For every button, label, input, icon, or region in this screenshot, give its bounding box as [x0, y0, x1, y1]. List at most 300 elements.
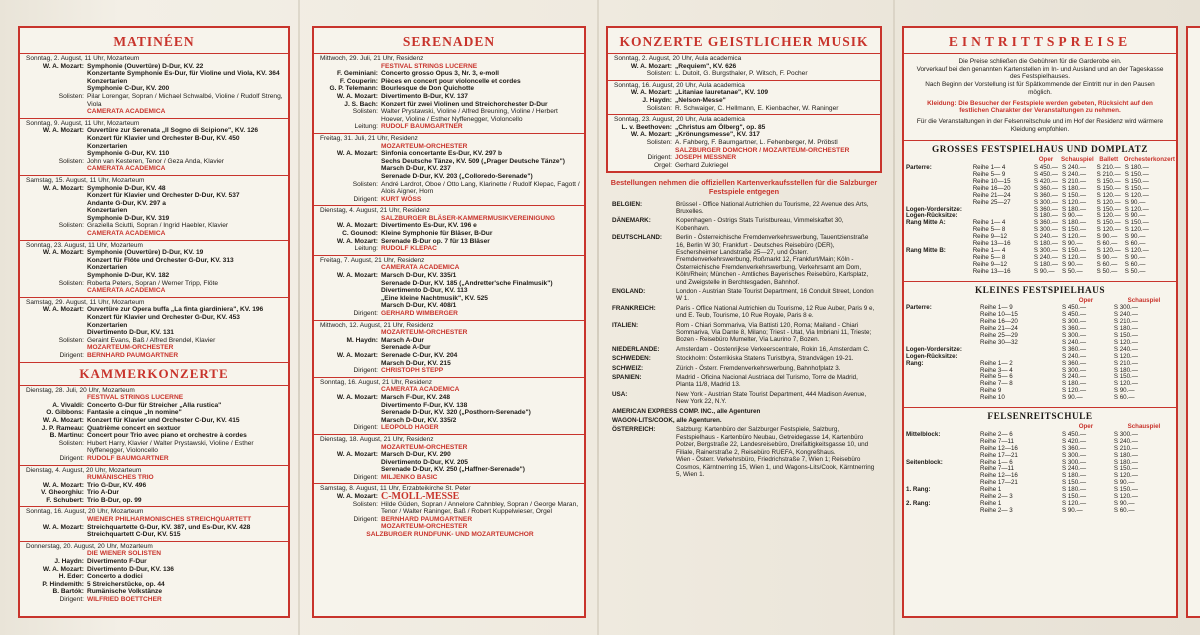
composer: [26, 78, 87, 86]
composer: O. Gibbons:: [46, 409, 84, 417]
sacred-list: [608, 54, 880, 171]
price-intro: [904, 54, 1176, 137]
panel-serenaden: [312, 26, 586, 618]
work-title: Sechs Deutsche Tänze, KV. 509 („Prager Deutsche Tänze"): [381, 157, 565, 165]
event-date: Sonntag, 16. August, 21 Uhr, Residenz: [320, 378, 433, 386]
agency-country: NIEDERLANDE:: [612, 345, 660, 353]
price-value: S 420.—: [1033, 177, 1058, 185]
composer: W. A. Mozart:: [336, 351, 378, 359]
seat-rows: Reihe 30—32: [980, 338, 1018, 346]
price-value: S 300.—: [1062, 451, 1087, 459]
price-value: S 150.—: [1062, 191, 1087, 199]
ensemble-row: [320, 329, 580, 337]
work-title: Andante G-Dur, KV. 297 a: [87, 199, 166, 207]
event-date: Sonntag, 2. August, 20 Uhr, Aula academica: [614, 55, 742, 62]
program-row: [26, 264, 284, 272]
credit-label: Leitung:: [354, 123, 378, 131]
price-value: S 180.—: [1113, 325, 1138, 333]
composer: W. A. Mozart:: [336, 92, 378, 100]
seat-rows: [978, 347, 1060, 354]
spacer: [26, 516, 87, 524]
composer: [26, 85, 87, 93]
price-table: [904, 156, 1176, 275]
price-value: S 150.—: [1124, 171, 1149, 179]
spacer: [320, 523, 381, 531]
price-group-grosses: [904, 140, 1176, 277]
ensemble-row: [26, 550, 284, 558]
work-title: „Requiem", KV. 626: [675, 62, 737, 70]
price-value: S 300.—: [1062, 332, 1087, 340]
credit-value: Geraint Evans, Baß / Alfred Brendel, Klavier: [87, 336, 216, 344]
composer: W. A. Mozart:: [42, 523, 84, 531]
program-row: [26, 558, 284, 566]
composer: [320, 280, 381, 288]
credit-value: Gerhard Zukriegel: [675, 161, 729, 169]
event-block: [314, 321, 584, 378]
price-value: S 240.—: [1062, 338, 1087, 346]
price-value: S 90.—: [1033, 267, 1055, 275]
price-value: S 60.—: [1113, 394, 1135, 402]
event-block: [20, 507, 288, 541]
price-value: S 240.—: [1062, 171, 1087, 179]
price-value: S 180.—: [1062, 486, 1087, 494]
composer: [320, 173, 381, 181]
composer: [320, 466, 381, 474]
seat-rows: Reihe 21—24: [980, 325, 1018, 333]
seat-area: [904, 312, 978, 319]
credit-row: [320, 310, 580, 318]
work-title: Serenade D-Dur, KV. 250 („Haffner-Serenade"): [381, 466, 525, 474]
price-value: S 150.—: [1113, 332, 1138, 340]
agency-country: ÖSTERREICH:: [612, 426, 656, 434]
work-title: Trio A-Dur: [87, 489, 119, 497]
composer: W. A. Mozart:: [336, 150, 378, 158]
composer: P. Hindemith:: [42, 580, 84, 588]
program-row: [26, 482, 284, 490]
work-title: Bourlesque de Don Quichotte: [381, 85, 475, 93]
price-value: S 180.—: [1124, 164, 1149, 172]
program-row: [26, 432, 284, 440]
composer: W. A. Mozart:: [42, 416, 84, 424]
work-title: Marsch D-Dur, KV. 290: [381, 451, 451, 459]
price-value: S 90.—: [1062, 394, 1083, 402]
price-value: S 120.—: [1113, 352, 1138, 360]
price-table: [904, 423, 1176, 515]
price-value: S 120.—: [1113, 380, 1138, 388]
price-value: S 120.—: [1096, 212, 1121, 220]
seat-rows: Reihe 25—27: [972, 198, 1011, 206]
seat-area: [904, 179, 971, 186]
agency-address: Berlin - Österreichische Fremdenverkehrswerbung, Tauentzienstraße 16, Berlin W 30; Frankfurt - Deutsches Reisebüro (DER), Eschersheimer Landstraße 25—27, und Österr. Fremdenverkehrswerbung, Roßmarkt 12, Frankfurt/Main; Köln - Österreichische Fremdenverkehrswerbung, Verkehrsamt am Dom, Köln/Rhein; München - Amtliches Bayerisches Reisebüro, Karlsplatz, und Zweigstelle in Berchtesgaden, Bahnhof.: [676, 234, 869, 286]
event-block: [20, 386, 288, 466]
credit-row: [320, 196, 580, 204]
credit-label: Solisten:: [58, 222, 84, 230]
price-value: S 150.—: [1124, 177, 1149, 185]
price-value: S 360.—: [1062, 359, 1087, 367]
seat-rows: Reihe 16—20: [972, 184, 1011, 192]
price-value: S 150.—: [1062, 479, 1087, 487]
program-row: [320, 101, 580, 109]
price-value: S 240.—: [1062, 164, 1087, 172]
seat-rows: Reihe 1— 4: [972, 164, 1006, 172]
work-title: Fantasie a cinque „In nomine": [87, 409, 182, 417]
composer: W. A. Mozart:: [42, 127, 84, 135]
price-value: S 180.—: [1033, 260, 1058, 268]
work-title: 5 Streicherstücke, op. 44: [87, 580, 165, 588]
ensemble-name: MOZARTEUM-ORCHESTER: [87, 344, 174, 352]
work-title: Concert pour Trio avec piano et orchestre à cordes: [87, 432, 247, 440]
price-value: S 90.—: [1062, 240, 1083, 248]
seat-area: [904, 374, 978, 381]
program-row: [26, 192, 284, 200]
price-value: S 120.—: [1096, 198, 1121, 206]
price-value: S 180.—: [1033, 240, 1058, 248]
ensemble-row: [320, 143, 580, 151]
price-value: S 210.—: [1113, 444, 1138, 452]
program-row: [26, 200, 284, 208]
ensemble-name: RUMÄNISCHES TRIO: [87, 474, 154, 482]
price-value: S 150.—: [1062, 226, 1087, 234]
spacer: [26, 550, 87, 558]
price-value: S 90.—: [1062, 212, 1083, 220]
agency-country: ITALIEN:: [612, 321, 639, 329]
seat-rows: Reihe 1— 4: [972, 247, 1006, 254]
price-value: S 210.—: [1113, 359, 1138, 367]
agency-row: [606, 365, 882, 372]
program-row: [320, 337, 580, 345]
price-group-kleines: [904, 281, 1176, 404]
agency-row: [606, 322, 882, 344]
price-value: S 360.—: [1033, 191, 1058, 199]
agency-row: [606, 426, 882, 478]
price-value: S 450.—: [1062, 311, 1087, 319]
agency-address: New York - Austrian State Tourist Department, 444 Madison Avenue, New York 22, N.Y.: [676, 390, 867, 406]
program-row: [26, 63, 284, 71]
ensemble-row: [320, 215, 580, 223]
credit-row: [26, 455, 284, 463]
seat-rows: Reihe 9: [980, 387, 1002, 395]
composer: A. Vivaldi:: [52, 401, 84, 409]
seat-area: [904, 255, 971, 262]
program-row: [26, 207, 284, 215]
price-column-head: Schauspiel: [1061, 156, 1094, 164]
credit-value: KURT WÖSS: [381, 195, 422, 203]
credit-label: Solisten:: [646, 104, 672, 112]
credit-label: Solisten:: [352, 108, 378, 116]
event-block: [314, 256, 584, 321]
composer: [26, 314, 87, 322]
credit-value: LEOPOLD HAGER: [381, 424, 439, 432]
work-title: „Nelson-Messe": [675, 96, 726, 104]
program-row: [26, 573, 284, 581]
serenade-list: [314, 54, 584, 541]
seat-rows: Reihe 1— 9: [980, 304, 1013, 312]
price-value: S 120.—: [1096, 191, 1121, 199]
ensemble-name: CAMERATA ACADEMICA: [87, 230, 166, 238]
agency-address: Amsterdam - Oostenrijkse Verkeerscentrale, Rokin 16, Amsterdam C.: [676, 345, 870, 353]
event-date: Mittwoch, 12. August, 21 Uhr, Residenz: [320, 321, 434, 329]
price-value: S 60.—: [1124, 260, 1146, 268]
seat-area: [904, 193, 971, 200]
credit-row: [320, 516, 580, 524]
program-row: [26, 215, 284, 223]
event-date: Mittwoch, 29. Juli, 21 Uhr, Residenz: [320, 55, 424, 62]
credit-label: Dirigent:: [59, 454, 84, 462]
price-value: S 300.—: [1062, 458, 1087, 466]
composer: W. A. Mozart:: [42, 306, 84, 314]
program-row: [320, 165, 580, 173]
seat-area: 1. Rang:: [906, 486, 931, 494]
credit-value: RUDOLF BAUMGARTNER: [381, 123, 463, 131]
price-value: S 120.—: [1062, 253, 1087, 261]
work-title: Trio B-Dur, op. 99: [87, 496, 142, 504]
price-value: S 450.—: [1033, 164, 1058, 172]
section-title-kammerkonzerte: KAMMERKONZERTE: [20, 362, 288, 386]
composer: W. A. Mozart:: [336, 272, 378, 280]
agency-country: BELGIEN:: [612, 200, 643, 208]
program-row: [320, 360, 580, 368]
ensemble-name: DIE WIENER SOLISTEN: [87, 550, 162, 558]
credit-value: RUDOLF KLEPAC: [381, 245, 437, 253]
price-value: S 180.—: [1062, 380, 1087, 388]
agency-address: Zürich - Österr. Fremdenverkehrswerbung, Bahnhofplatz 3.: [676, 364, 841, 372]
credit-value: Hilde Güden, Sopran / Annelore Cahnbley, Sopran / George Maran, Tenor / Walter Raninger, Baß / Robert Kuppelwieser, Orgel: [381, 500, 579, 516]
work-title: „Krönungsmesse", KV. 317: [675, 131, 760, 139]
credit-value: Roberta Peters, Sopran / Werner Tripp, Flöte: [87, 279, 219, 287]
work-title: Symphonie D-Dur, KV. 319: [87, 214, 170, 222]
price-value: S 90.—: [1096, 233, 1118, 241]
seat-area: [904, 319, 978, 326]
composer: [26, 531, 87, 539]
credit-value: John van Kesteren, Tenor / Geza Anda, Klavier: [87, 157, 224, 165]
ensemble-name: WIENER PHILHARMONISCHES STREICHQUARTETT: [87, 516, 252, 524]
price-table: [904, 297, 1176, 402]
ensemble-row: [614, 147, 876, 155]
program-row: [614, 124, 876, 132]
work-title: Serenade D-Dur, KV. 320 („Posthorn-Serenade"): [381, 409, 531, 417]
event-date: Samstag, 8. August, 11 Uhr, Erzabteikirche St. Peter: [320, 485, 471, 493]
seat-area: [904, 368, 978, 375]
composer: W. A. Mozart:: [42, 249, 84, 257]
work-title: Concerto a dodici: [87, 573, 143, 581]
agency-row: [606, 355, 882, 362]
composer: W. A. Mozart:: [336, 222, 378, 230]
seat-area: [904, 439, 978, 446]
price-value: S 120.—: [1113, 338, 1138, 346]
event-block: [314, 435, 584, 485]
price-value: S 180.—: [1113, 458, 1138, 466]
program-row: [26, 329, 284, 337]
price-value: S 360.—: [1033, 205, 1058, 213]
credit-label: Solisten:: [58, 279, 84, 287]
seat-area: [904, 269, 971, 276]
price-value: S 150.—: [1113, 373, 1138, 381]
event-date: Dienstag, 4. August, 21 Uhr, Residenz: [320, 207, 430, 215]
composer: [320, 360, 381, 368]
work-title: Ouvertüre zur Opera buffa „La finta giardiniera", KV. 196: [87, 306, 264, 314]
program-row: [26, 150, 284, 158]
agency-address: Brüssel - Office National Autrichien du Tourisme, 22 Avenue des Arts, Bruxelles.: [676, 200, 869, 215]
program-row: [26, 85, 284, 93]
event-date: Sonntag, 9. August, 11 Uhr, Mozarteum: [26, 119, 140, 127]
program-row: [320, 272, 580, 280]
credit-label: Solisten:: [352, 500, 378, 508]
price-value: S 120.—: [1096, 226, 1121, 234]
price-column-head: Oper: [1078, 423, 1094, 431]
program-row: [320, 394, 580, 402]
seat-rows: Reihe 7— 8: [980, 380, 1013, 388]
composer: [320, 459, 381, 467]
event-block: [314, 206, 584, 256]
price-value: S 300.—: [1033, 247, 1058, 254]
panel-geistliche-musik: [606, 26, 882, 618]
program-row: [26, 306, 284, 314]
credit-row: [320, 367, 580, 375]
price-group-felsenreitschule: [904, 407, 1176, 517]
event-block: [314, 54, 584, 134]
work-title: Streichquartett C-Dur, KV. 515: [87, 531, 181, 539]
program-row: [320, 70, 580, 78]
credit-value: JOSEPH MESSNER: [675, 154, 737, 162]
agency-row: [606, 217, 882, 232]
program-row: [26, 425, 284, 433]
agency-country: DEUTSCHLAND:: [612, 234, 663, 242]
work-title: Symphonie C-Dur, KV. 200: [87, 85, 170, 93]
work-title: Divertimento B-Dur, KV. 137: [381, 92, 468, 100]
price-value: S 90.—: [1124, 198, 1146, 206]
price-value: S 120.—: [1062, 387, 1087, 395]
price-value: S 180.—: [1113, 366, 1138, 374]
intro-line: Nach Beginn der Vorstellung ist für Spätkommende der Eintritt nur in den Pausen möglich.: [925, 81, 1155, 96]
credit-label: Dirigent:: [353, 515, 378, 523]
ensemble-row: [26, 394, 284, 402]
ensemble-name: CAMERATA ACADEMICA: [87, 165, 166, 173]
work-title: Konzertarien: [87, 77, 128, 85]
price-value: S 240.—: [1033, 253, 1058, 261]
price-value: S 360.—: [1062, 345, 1087, 353]
program-row: [320, 344, 580, 352]
program-row: [26, 314, 284, 322]
price-value: S 120.—: [1124, 247, 1149, 254]
intro-line: Vorverkauf bei den genannten Kartenstellen im In- und Ausland und an der Tageskasse des Festspielhauses.: [916, 65, 1164, 81]
price-value: S 300.—: [1033, 198, 1058, 206]
work-title: Serenade A-Dur: [381, 344, 431, 352]
price-value: S 60.—: [1096, 240, 1118, 248]
event-block: [20, 119, 288, 176]
price-group-title: GROSSES FESTSPIELHAUS UND DOMPLATZ: [932, 145, 1148, 156]
agency-country: FRANKREICH:: [612, 304, 656, 312]
program-row: [26, 409, 284, 417]
program-row: [26, 272, 284, 280]
work-title: Konzert für Klavier und Orchester G-Dur, KV. 453: [87, 314, 240, 321]
program-row: [320, 302, 580, 310]
orders-title: Bestellungen nehmen die offiziellen Kartenverkaufsstellen für die Salzburger Festspiele entgegen: [610, 178, 878, 196]
composer: [320, 417, 381, 425]
composer: W. A. Mozart:: [630, 89, 672, 97]
price-value: S 150.—: [1096, 184, 1121, 192]
panel-title: SERENADEN: [314, 28, 584, 54]
work-title: Symphonie (Ouvertüre) D-Dur, KV. 19: [87, 249, 204, 257]
ensemble-name: CAMERATA ACADEMICA: [87, 287, 166, 295]
credit-value: Pilar Lorengar, Sopran / Michael Schwalbé, Violine / Rudolf Streng, Viola: [87, 92, 283, 108]
work-title: Marsch F-Dur, KV. 248: [381, 393, 451, 401]
price-value: S 300.—: [1062, 318, 1087, 326]
program-row: [320, 173, 580, 181]
next-panel-edge: [1186, 26, 1200, 618]
composer: [26, 200, 87, 208]
spacer: [614, 147, 675, 155]
composer: F. Geminiani:: [336, 70, 378, 78]
composer: W. A. Mozart:: [42, 184, 84, 192]
fold-line: [597, 0, 599, 635]
composer: [26, 150, 87, 158]
work-title: Trio G-Dur, KV. 496: [87, 481, 147, 489]
price-value: S 50.—: [1096, 267, 1118, 275]
seat-area: [904, 326, 978, 333]
ensemble-name: CAMERATA ACADEMICA: [381, 386, 460, 394]
seat-rows: Reihe 2— 3: [980, 506, 1013, 514]
composer: W. A. Mozart:: [336, 237, 378, 245]
seat-area: 2. Rang:: [906, 499, 931, 507]
composer: F. Schubert:: [46, 496, 84, 504]
credit-label: Solisten:: [352, 180, 378, 188]
price-group-title: FELSENREITSCHULE: [987, 412, 1093, 423]
seat-area: [904, 186, 971, 193]
price-value: S 120.—: [1113, 472, 1138, 480]
work-title: Konzertarien: [87, 142, 128, 150]
seat-rows: Reihe 2— 6: [980, 430, 1013, 438]
seat-rows: Reihe 5— 9: [972, 171, 1006, 179]
program-row: [26, 143, 284, 151]
seat-area: [904, 508, 978, 515]
panel-matineen: [18, 26, 290, 618]
price-value: S 210.—: [1113, 318, 1138, 326]
price-value: S 240.—: [1113, 437, 1138, 445]
work-title: Kleine Symphonie für Bläser, B-Dur: [381, 230, 493, 238]
program-row: [320, 493, 580, 501]
composer: [320, 344, 381, 352]
program-row: [320, 78, 580, 86]
event-date: Sonntag, 23. August, 11 Uhr, Mozarteum: [26, 241, 143, 249]
price-value: S 150.—: [1096, 177, 1121, 185]
seat-rows: Reihe 9—12: [972, 260, 1008, 268]
price-column-head: Schauspiel: [1127, 296, 1161, 304]
work-title: Pièces en concert pour violoncelle et cordes: [381, 77, 521, 85]
credit-value: A. Fahberg, F. Baumgartner, L. Fehenberger, M. Pröbstl: [675, 138, 838, 146]
price-row: [904, 501, 1176, 508]
ensemble-row: [26, 165, 284, 173]
composer: C. Gounod:: [342, 230, 378, 238]
credit-value: Hubert Harry, Klavier / Walter Prystawski, Violine / Esther Nyffenegger, Violoncello: [87, 439, 254, 455]
event-date: Sonntag, 23. August, 20 Uhr, Aula academica: [614, 116, 745, 124]
ensemble-row: [26, 344, 284, 352]
composer: W. A. Mozart:: [336, 393, 378, 401]
price-column-head: Ballett: [1099, 156, 1119, 164]
agency-wien: Wien - Österr. Verkehrsbüro, Friedrichstraße 7, Wien 1; Reisebüro Cosmos, Kärntnerring 15, Wien 1, und Wagons-Lits/Cook, Kärntnerring 5, Wien 1.: [676, 456, 875, 478]
matinee-list: [20, 54, 288, 362]
work-title: Symphonie D-Dur, KV. 48: [87, 184, 166, 192]
program-row: [320, 222, 580, 230]
ensemble-name: SALZBURGER BLÄSER-KAMMERMUSIKVEREINIGUNG: [381, 214, 556, 222]
credit-row: [26, 158, 284, 166]
price-row: [904, 388, 1176, 395]
panel-title: KONZERTE GEISTLICHER MUSIK: [608, 28, 880, 54]
event-date: Dienstag, 4. August, 20 Uhr, Mozarteum: [26, 466, 142, 474]
price-value: S 210.—: [1096, 171, 1121, 179]
composer: [26, 192, 87, 200]
agency-row: [606, 305, 882, 320]
credit-row: [614, 139, 876, 147]
